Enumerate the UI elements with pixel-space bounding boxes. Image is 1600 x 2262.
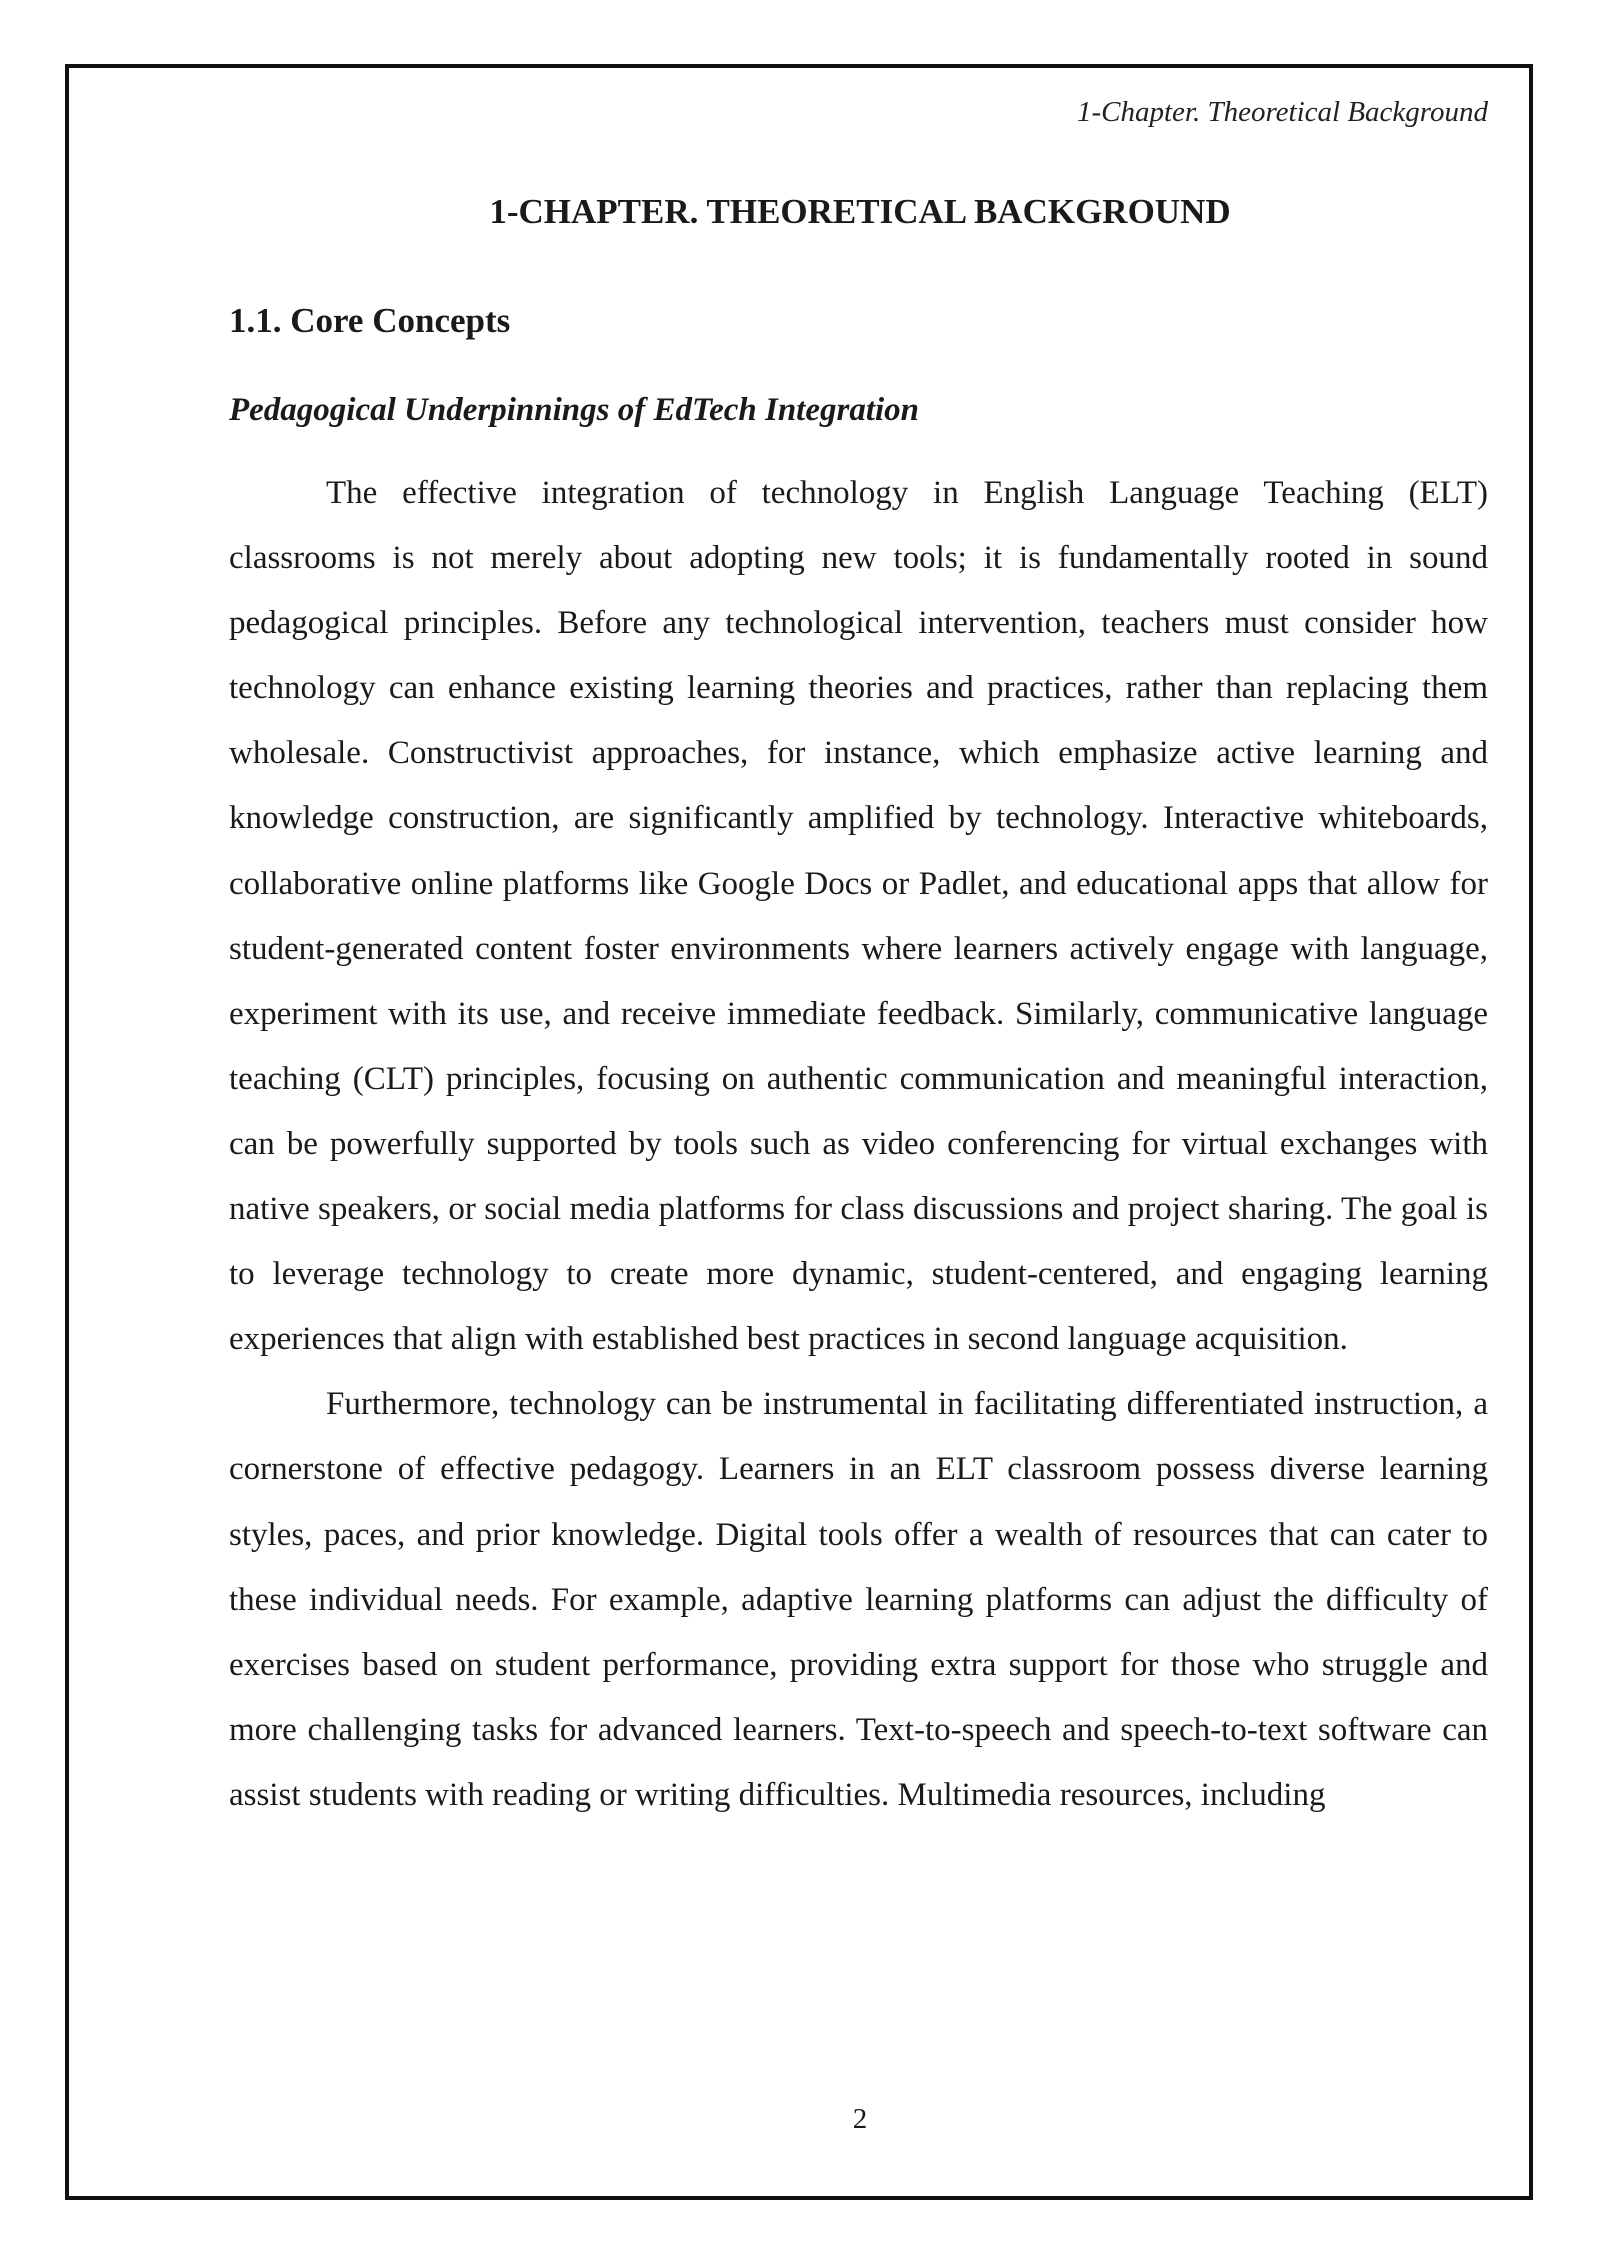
section-heading: 1.1. Core Concepts (229, 301, 511, 340)
subsection-heading: Pedagogical Underpinnings of EdTech Integration (229, 392, 920, 428)
chapter-title: 1-CHAPTER. THEORETICAL BACKGROUND (489, 192, 1231, 231)
body-text (229, 461, 1488, 1828)
running-header: 1-Chapter. Theoretical Background (1076, 96, 1488, 128)
paragraph: The effective integration of technology in English Language Teaching (ELT) classrooms is not merely about adopting new tools; it is fundamentally rooted in sound pedagogical principles. Before any technological intervention, teachers must consider how technology can enhance existing learning theories and practices, rather than replacing them wholesale. Constructivist approaches, for instance, which emphasize active learning and knowledge construction, are significantly amplified by technology. Interactive whiteboards, collaborative online platforms like Google Docs or Padlet, and educational apps that allow for student-​generated content foster environments where learners actively engage with language, experiment with its use, and receive immediate feedback. Similarly, communicative language teaching (CLT) principles, focusing on authentic communication and meaningful interaction, can be powerfully supported by tools such as video conferencing for virtual exchanges with native speakers, or social media platforms for class discussions and project sharing. The goal is to leverage technology to create more dynamic, student-centered, and engaging learning experiences that align with established best practices in second language acquisition. (229, 475, 1488, 1358)
paragraph: Furthermore, technology can be instrumental in facilitating differentiated instruction, a cornerstone of effective pedagogy. Learners in an ELT classroom possess diverse learning styles, paces, and prior knowledge. Digital tools offer a wealth of resources that can cater to these individual needs. For example, adaptive learning platforms can adjust the difficulty of exercises based on student performance, providing extra support for those who struggle and more challenging tasks for advanced learners. Text-to-speech and speech-to-text software can assist students with reading or writing difficulties. Multimedia resources, including (229, 1386, 1488, 1813)
page-number: 2 (852, 2103, 868, 2135)
